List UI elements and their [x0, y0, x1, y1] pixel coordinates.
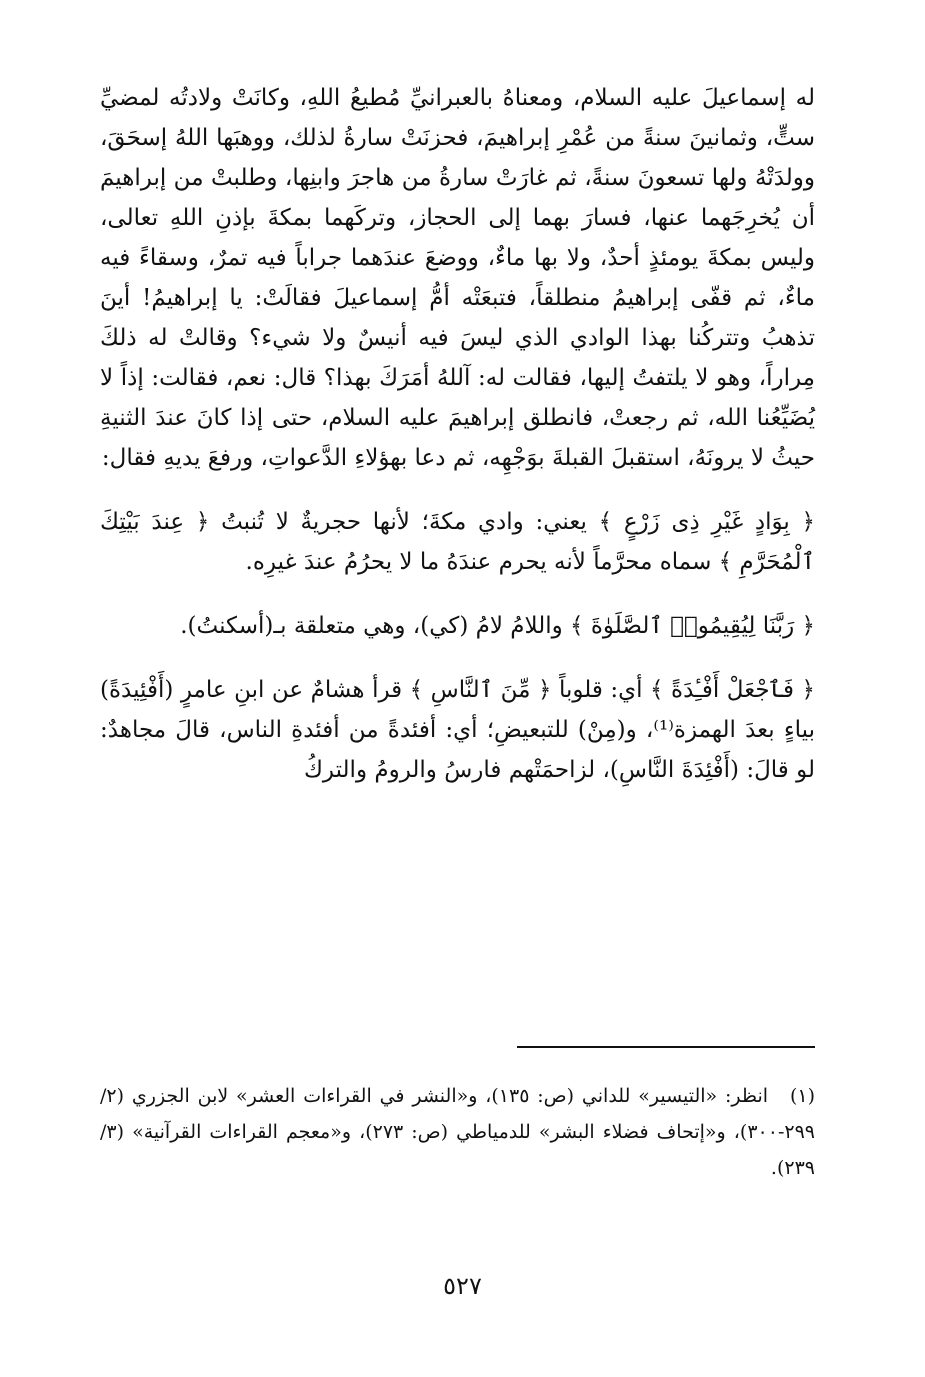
body-paragraph-2: ﴿ بِوَادٍ غَيْرِ ذِى زَرْعٍ ﴾ يعني: وادي مكةَ؛ لأنها حجريةٌ لا تُنبتُ ﴿ عِندَ بَيْتِكَ ٱلْمُحَرَّمِ ﴾ سماه محرَّماً لأنه يحرم عندَهُ ما لا يحرُمُ عندَ غيرِه.	[100, 509, 815, 575]
body-paragraph-3: ﴿ رَبَّنَا لِيُقِيمُوا۟ ٱلصَّلَوٰةَ ﴾ واللامُ لامُ (كي)، وهي متعلقة بـ(أسكنتُ).	[180, 613, 815, 639]
page-body	[100, 78, 815, 790]
footnote	[100, 1078, 815, 1186]
page-number: ٥٢٧	[443, 1272, 482, 1300]
footnote-marker: (١)	[789, 1085, 815, 1107]
body-paragraph-1: له إسماعيلَ عليه السلام، ومعناهُ بالعبرانيِّ مُطيعُ اللهِ، وكانَتْ ولادتُه لمضيِّ ستٍّ، وثمانينَ سنةً من عُمْرِ إبراهيمَ، فحزنَتْ سارةُ لذلك، ووهبَها اللهُ إسحَقَ، وولدَتْهُ ولها تسعونَ سنةً، ثم غارَتْ سارةُ من هاجرَ وابنِها، وطلبتْ من إبراهيمَ أن يُخرِجَهما عنها، فسارَ بهما إلى الحجاز، وتركَهما بمكةَ بإذنِ اللهِ تعالى، وليس بمكةَ يومئذٍ أحدٌ، ولا بها ماءٌ، ووضعَ عندَهما جراباً فيه تمرٌ، وسقاءً فيه ماءٌ، ثم قفّى إبراهيمُ منطلقاً، فتبعَتْه أمُّ إسماعيلَ فقالَتْ: يا إبراهيمُ! أينَ تذهبُ وتتركُنا بهذا الوادي الذي ليسَ فيه أنيسٌ ولا شيء؟ وقالتْ له ذلكَ مِراراً، وهو لا يلتفتُ إليها، فقالت له: آللهُ أمَرَكَ بهذا؟ قال: نعم، فقالت: إذاً لا يُضَيِّعُنا الله، ثم رجعتْ، فانطلق إبراهيمَ عليه السلام، حتى إذا كانَ عندَ الثنيةِ حيثُ لا يرونَهُ، استقبلَ القبلةَ بوَجْهِه، ثم دعا بهؤلاءِ الدَّعواتِ، ورفعَ يديهِ فقال:	[100, 85, 815, 471]
footnote-divider	[517, 1046, 815, 1048]
body-paragraph-4: ﴿ فَٱجْعَلْ أَفْـِٔدَةً ﴾ أي: قلوباً ﴿ مِّنَ ٱلنَّاسِ ﴾ قرأ هشامٌ عن ابنِ عامرٍ (أَفْئِيدَةً) بياءٍ بعدَ الهمزة⁽¹⁾، و(مِنْ) للتبعيضِ؛ أي: أفئدةً من أفئدةِ الناس، قالَ مجاهدٌ: لو قالَ: (أَفْئِدَةَ النَّاسِ)، لزاحمَتْهم فارسُ والرومُ والتركُ	[100, 677, 815, 783]
footnote-text: انظر: «التيسير» للداني (ص: ١٣٥)، و«النشر في القراءات العشر» لابن الجزري (٢/ ٢٩٩-٣٠٠)، و«إتحاف فضلاء البشر» للدمياطي (ص: ٢٧٣)، و«معجم القراءات القرآنية» (٣/ ٢٣٩).	[100, 1085, 815, 1179]
